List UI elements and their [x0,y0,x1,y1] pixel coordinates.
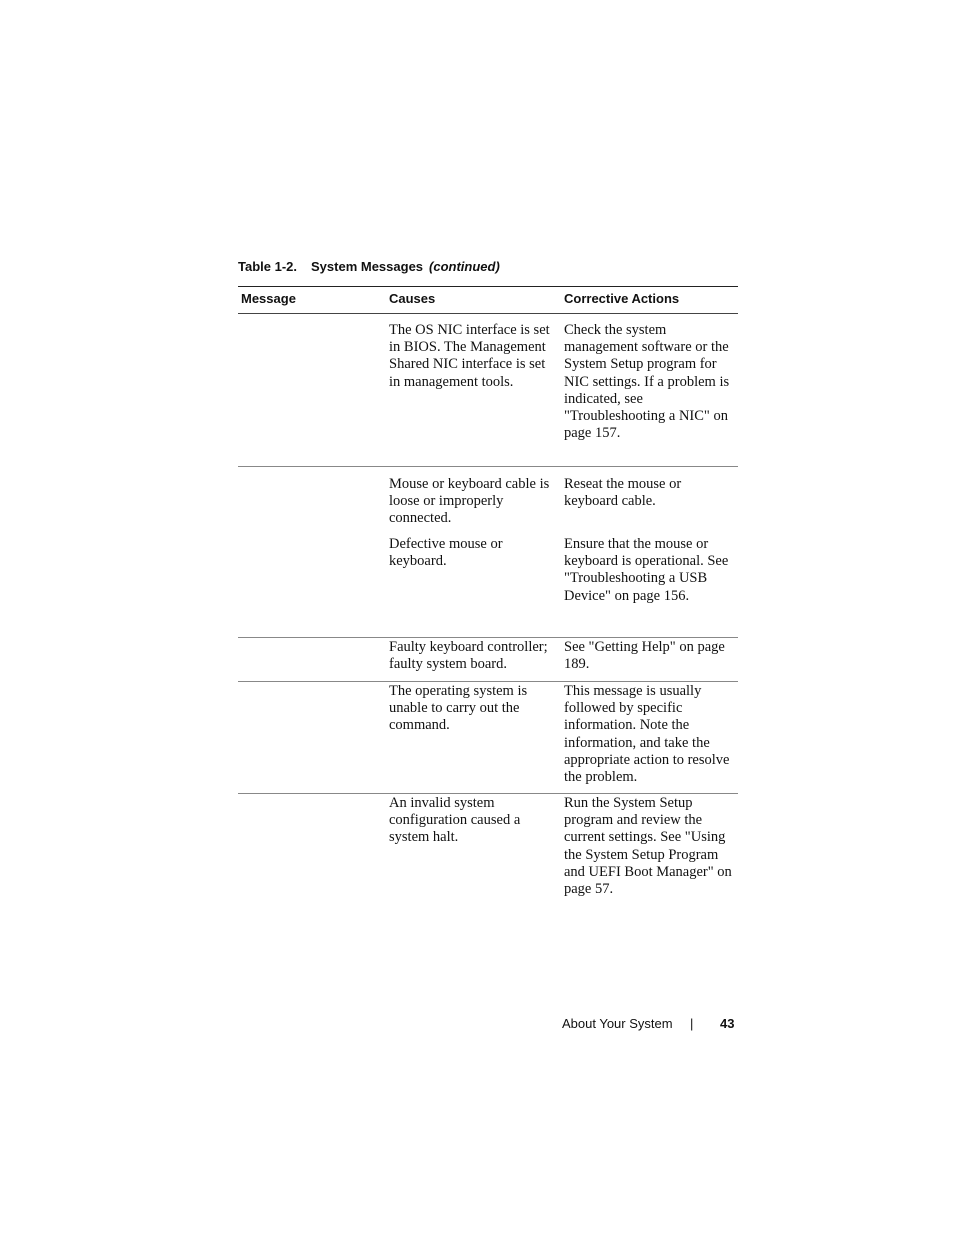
action-cell: Ensure that the mouse or keyboard is operational. See "Troubleshooting a USB Device" on page 156. [564,536,729,604]
action-cell: This message is usually followed by specific information. Note the information, and take the appropriate action to resolve the problem. [564,683,730,786]
header-causes: Causes [389,291,436,306]
page-number: 43 [720,1016,735,1031]
footer-section-title: About Your System [562,1016,673,1031]
footer-separator: | [690,1016,694,1031]
cause-cell: The OS NIC interface is set in BIOS. The Management Shared NIC interface is set in management tools. [389,322,550,390]
table-header-row [238,287,738,314]
header-message: Message [241,291,296,306]
table-caption [238,259,500,274]
table-row [238,639,738,682]
action-cell: See "Getting Help" on page 189. [564,639,725,673]
table-row [238,322,738,467]
cause-action-pair [238,536,738,616]
cause-action-pair [238,476,738,536]
header-corrective-actions: Corrective Actions [564,291,680,306]
table-row [238,683,738,794]
cause-cell: Faulty keyboard controller; faulty system board. [389,639,548,673]
cause-action-pair [238,795,738,900]
cause-cell: Defective mouse or keyboard. [389,536,503,570]
action-cell: Reseat the mouse or keyboard cable. [564,476,682,510]
cause-action-pair [238,639,738,677]
table-row [238,476,738,638]
cause-cell: Mouse or keyboard cable is loose or improperly connected. [389,476,550,527]
table-title: System Messages [311,259,424,274]
cause-action-pair [238,683,738,788]
action-cell: Check the system management software or the System Setup program for NIC settings. If a problem is indicated, see "Troubleshooting a NIC" on page 157. [564,322,730,442]
cause-cell: An invalid system configuration caused a system halt. [389,795,521,846]
table-continued-note: (continued) [429,259,500,274]
table-number: Table 1-2. [238,259,298,274]
cause-action-pair [238,322,738,442]
table-row [238,795,738,907]
system-messages-table [238,286,738,907]
action-cell: Run the System Setup program and review the current settings. See "Using the System Setup Program and UEFI Boot Manager" on page 57. [564,795,732,898]
cause-cell: The operating system is unable to carry out the command. [389,683,528,734]
